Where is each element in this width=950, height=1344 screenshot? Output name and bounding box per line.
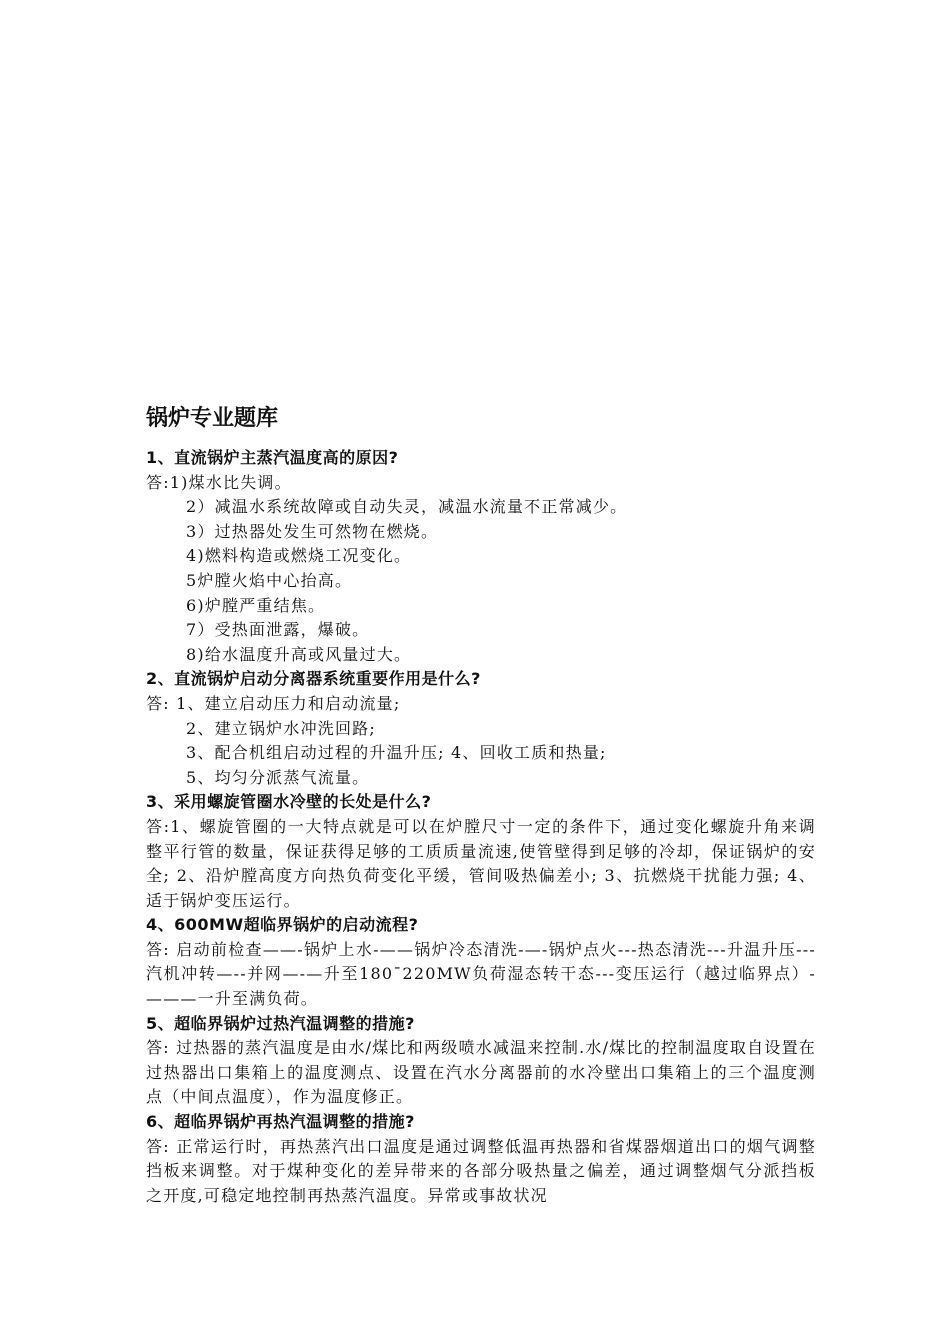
answer-paragraph: 答: 启动前检查——-锅炉上水-——锅炉冷态清洗-—-锅炉点火---热态清洗---升温升压---汽机冲转—--并网—-—升至180¯220MW负荷湿态转干态---变压运行（越过临界点）-———一升至满负荷。 <box>146 939 816 1009</box>
question-block-1 <box>146 446 816 667</box>
question-heading: 4、600MW超临界锅炉的启动流程? <box>146 915 419 935</box>
question-heading: 6、超临界锅炉再热汽温调整的措施? <box>146 1112 415 1132</box>
answer-line: 5、均匀分派蒸气流量。 <box>186 767 370 787</box>
answer-line: 答:1)煤水比失调。 <box>146 472 292 492</box>
answer-line: 4)燃料构造或燃烧工况变化。 <box>186 546 412 566</box>
question-block-6 <box>146 1110 816 1208</box>
document-page <box>146 404 816 1208</box>
answer-line: 6)炉膛严重结焦。 <box>186 595 326 615</box>
question-block-5 <box>146 1012 816 1110</box>
answer-paragraph: 答:1、螺旋管圈的一大特点就是可以在炉膛尺寸一定的条件下，通过变化螺旋升角来调整平行管的数量，保证获得足够的工质质量流速,使管壁得到足够的冷却，保证锅炉的安全; 2、沿炉膛高度方向热负荷变化平缓，管间吸热偏差小; 3、抗燃烧干扰能力强; 4、适于锅炉变压运行。 <box>146 816 816 910</box>
answer-paragraph: 答: 正常运行时，再热蒸汽出口温度是通过调整低温再热器和省煤器烟道出口的烟气调整挡板来调整。对于煤种变化的差异带来的各部分吸热量之偏差，通过调整烟气分派挡板之开度,可稳定地控制再热蒸汽温度。异常或事故状况 <box>146 1136 816 1205</box>
question-block-2 <box>146 667 816 790</box>
question-heading: 3、采用螺旋管圈水冷壁的长处是什么? <box>146 792 432 812</box>
question-heading: 1、直流锅炉主蒸汽温度高的原因? <box>146 448 399 467</box>
question-block-3 <box>146 790 816 913</box>
answer-paragraph: 答: 过热器的蒸汽温度是由水/煤比和两级喷水减温来控制.水/煤比的控制温度取自设置在过热器出口集箱上的温度测点、设置在汽水分离器前的水冷壁出口集箱上的三个温度测点（中间点温度），作为温度修正。 <box>146 1038 816 1107</box>
answer-line: 3）过热器处发生可然物在燃烧。 <box>186 521 439 541</box>
answer-line: 答: 1、建立启动压力和启动流量; <box>146 693 401 713</box>
answer-line: 8)给水温度升高或风量过大。 <box>186 644 412 664</box>
answer-line: 2、建立锅炉水冲洗回路; <box>186 718 376 738</box>
question-heading: 2、直流锅炉启动分离器系统重要作用是什么? <box>146 669 481 689</box>
answer-line: 5炉膛火焰中心抬高。 <box>186 570 353 590</box>
question-heading: 5、超临界锅炉过热汽温调整的措施? <box>146 1013 415 1033</box>
question-block-4 <box>146 913 816 1011</box>
document-title: 锅炉专业题库 <box>146 406 279 431</box>
answer-line: 7）受热面泄露，爆破。 <box>186 620 370 640</box>
answer-line: 3、配合机组启动过程的升温升压; 4、回收工质和热量; <box>186 743 607 763</box>
answer-line: 2）减温水系统故障或自动失灵，减温水流量不正常减少。 <box>186 497 628 517</box>
